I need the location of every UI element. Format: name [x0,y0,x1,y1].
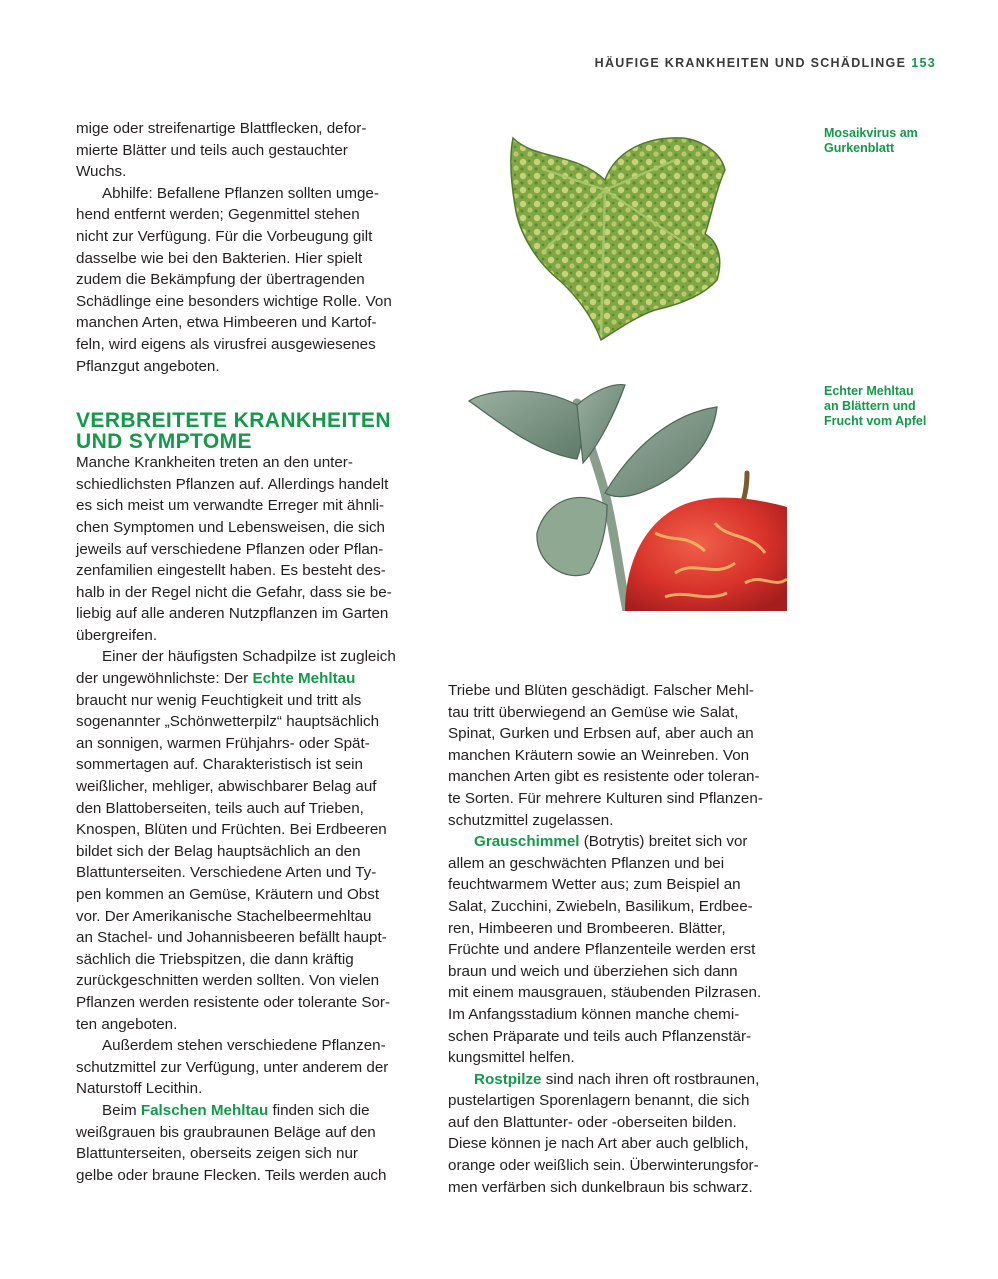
text-line [76,1100,421,1122]
text-line: tau tritt überwiegend an Gemüse wie Salat, [448,703,739,721]
text-line: sogenannter „Schönwetterpilz“ hauptsächlich [76,713,380,731]
text-line: Wuchs. [76,163,127,181]
text-fragment: Beim [102,1101,141,1119]
paragraph-rostpilze [448,1069,793,1199]
running-header [595,56,936,70]
text-line: gelbe oder braune Flecken. Teils werden auch [76,1166,387,1184]
text-line: sommertagen auf. Charakteristisch ist sein [76,756,363,774]
text-line: Naturstoff Lecithin. [76,1080,203,1098]
text-line: es sich meist um verwandte Erreger mit ähnli- [76,497,385,515]
text-line: manchen Arten gibt es resistente oder toleran- [448,768,760,786]
text-line: pen kommen an Gemüse, Kräutern und Obst [76,886,380,903]
term-falscher-mehltau: Falschen Mehltau [140,1101,269,1119]
right-column [448,680,793,1198]
text-line: Diese können je nach Art aber auch gelblich, [448,1135,749,1153]
text-line: manchen Arten, etwa Himbeeren und Kartof- [76,314,377,332]
text-fragment: der ungewöhnlichste: Der [76,670,253,688]
text-line: braucht nur wenig Feuchtigkeit und tritt als [76,691,362,709]
section-title-line: VERBREITETE KRANKHEITEN [76,409,391,433]
text-line: schiedlichsten Pflanzen auf. Allerdings handelt [76,475,389,493]
text-line: zenfamilien eingestellt haben. Es besteht des- [76,562,386,580]
term-rostpilze: Rostpilze [474,1070,542,1088]
text-line: Pflanzen werden resistente oder tolerante Sor- [76,993,391,1011]
paragraph-echter-mehltau [76,646,421,1035]
text-line: schutzmittel zugelassen. [448,811,614,829]
text-line: manchen Kräutern sowie an Weinreben. Von [448,746,750,764]
text-line: weißlicher, mehliger, abwischbarer Belag auf [76,778,377,796]
text-line: bildet sich der Belag hauptsächlich an den [76,842,361,860]
text-line: allem an geschwächten Pflanzen und bei [448,854,725,872]
text-line: den Blattoberseiten, teils auch auf Trieben, [76,799,364,817]
paragraph-ausserdem [76,1035,421,1100]
text-line: mige oder streifenartige Blattflecken, defor- [76,120,367,137]
text-line: an sonnigen, warmen Frühjahrs- oder Spät- [76,734,370,752]
text-line: dasselbe wie bei den Bakterien. Hier spielt [76,249,363,267]
paragraph-grauschimmel [448,831,793,1069]
text-line: Spinat, Gurken und Erbsen auf, aber auch an [448,725,754,743]
text-line: feuchtwarmem Wetter aus; zum Beispiel an [448,876,741,894]
text-line: feln, wird eigens als virusfrei ausgewiesenes [76,335,376,353]
caption-apple [824,384,954,429]
paragraph-abhilfe [76,183,421,377]
text-line: hend entfernt werden; Gegenmittel stehen [76,206,360,224]
text-line: orange oder weißlich sein. Überwinterungsfor- [448,1157,759,1175]
section-title-line: UND SYMPTOME [76,430,252,454]
text-line: sächlich die Triebspitzen, die dann kräftig [76,950,354,968]
text-line: zurückgeschnitten werden sollten. Von vielen [76,972,380,990]
text-line: weißgrauen bis graubraunen Beläge auf den [76,1123,376,1141]
text-line: chen Symptomen und Lebensweisen, die sich [76,518,386,536]
text-line: übergreifen. [76,626,158,644]
page-number: 153 [911,56,936,70]
text-fragment: (Botrytis) breitet sich vor [579,833,748,851]
text-line: Triebe und Blüten geschädigt. Falscher Mehl- [448,682,754,699]
paragraph-falscher-mehltau [76,1100,421,1186]
text-line: Im Anfangsstadium können manche chemi- [448,1005,740,1023]
text-line: zudem die Bekämpfung der übertragenden [76,271,365,289]
caption-apple-line: an Blättern und [824,399,916,413]
term-grauschimmel: Grauschimmel [474,833,580,851]
text-fragment: finden sich die [268,1101,370,1119]
text-line: Abhilfe: Befallene Pflanzen sollten umge- [102,184,379,202]
caption-leaf-line: Gurkenblatt [824,141,895,155]
text-line: Blattunterseiten. Verschiedene Arten und Ty- [76,864,377,882]
section-title [76,410,421,452]
text-line: ren, Himbeeren und Brombeeren. Blätter, [448,919,726,937]
text-line: Einer der häufigsten Schadpilze ist zugleich [102,648,396,666]
text-line: Außerdem stehen verschiedene Pflanzen- [102,1037,386,1055]
text-line: vor. Der Amerikanische Stachelbeermehltau [76,907,372,925]
caption-leaf [824,126,954,156]
text-line: Schädlinge eine besonders wichtige Rolle. Von [76,292,392,310]
caption-leaf-line: Mosaikvirus am [824,126,918,140]
left-column [76,118,421,1186]
text-line: mierte Blätter und teils auch gestauchter [76,141,348,159]
text-line: liebig auf alle anderen Nutzpflanzen im Garten [76,605,389,623]
paragraph-section-intro [76,452,421,646]
text-line: pustelartigen Sporenlagern benannt, die sich [448,1092,750,1110]
text-line: Früchte und andere Pflanzenteile werden erst [448,941,756,959]
header-title: HÄUFIGE KRANKHEITEN UND SCHÄDLINGE [594,56,907,70]
caption-apple-line: Echter Mehltau [824,384,914,398]
text-line: Manche Krankheiten treten an den unter- [76,454,353,472]
text-line: ten angeboten. [76,1015,178,1033]
text-line: mit einem mausgrauen, stäubenden Pilzrasen. [448,984,762,1002]
text-line: schen Präparate und teils auch Pflanzenstär- [448,1027,752,1045]
text-line: auf den Blattunter- oder -oberseiten bilden. [448,1113,737,1131]
paragraph-falscher-cont [448,680,793,831]
text-line [448,831,793,853]
cucumber-leaf-photo [505,130,737,342]
text-line: kungsmittel helfen. [448,1049,575,1067]
text-line: Salat, Zucchini, Zwiebeln, Basilikum, Erdbee- [448,897,753,915]
text-line: halb in der Regel nicht die Gefahr, dass sie be- [76,583,392,601]
text-line: jeweils auf verschiedene Pflanzen oder Pflan- [76,540,384,558]
apple-mildew-photo [465,383,787,611]
text-line [448,1069,793,1091]
caption-apple-line: Frucht vom Apfel [824,414,927,428]
text-line: te Sorten. Für mehrere Kulturen sind Pflanzen- [448,789,763,807]
text-line [76,668,421,690]
paragraph-intro [76,118,421,183]
text-line: nicht zur Verfügung. Für die Vorbeugung gilt [76,227,373,245]
text-line: schutzmittel zur Verfügung, unter anderem der [76,1058,389,1076]
text-fragment: sind nach ihren oft rostbraunen, [541,1070,760,1088]
text-line: Pflanzgut angeboten. [76,357,220,375]
term-echter-mehltau: Echte Mehltau [252,670,356,688]
text-line: braun und weich und überziehen sich dann [448,962,738,980]
text-line: an Stachel- und Johannisbeeren befällt haupt- [76,929,387,947]
text-line: Blattunterseiten, oberseits zeigen sich nur [76,1145,358,1163]
text-line: Knospen, Blüten und Früchten. Bei Erdbeeren [76,821,387,839]
text-line: men verfärben sich dunkelbraun bis schwarz. [448,1178,753,1196]
